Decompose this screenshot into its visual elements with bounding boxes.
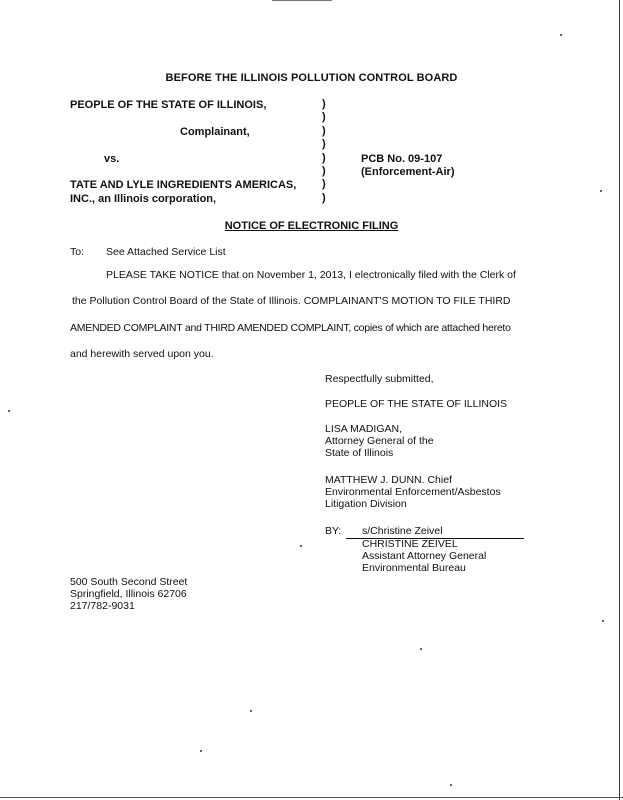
scan-speck <box>200 750 202 752</box>
scan-speck <box>450 784 452 786</box>
signer-line: Assistant Attorney General <box>362 550 487 562</box>
caption-paren: ) <box>322 125 326 137</box>
body-line: AMENDED COMPLAINT and THIRD AMENDED COMPLAINT, copies of which are attached hereto <box>70 322 511 334</box>
signature: s/Christine Zeivel <box>362 525 443 537</box>
address-line: Springfield, Illinois 62706 <box>70 588 187 600</box>
document-title: BEFORE THE ILLINOIS POLLUTION CONTROL BOARD <box>165 72 458 84</box>
scan-speck <box>8 410 10 412</box>
caption-paren: ) <box>322 192 326 204</box>
notice-heading: NOTICE OF ELECTRONIC FILING <box>224 220 399 232</box>
versus-label: vs. <box>104 153 120 165</box>
division-line: MATTHEW J. DUNN. Chief <box>325 474 452 486</box>
defendant-name-line1: TATE AND LYLE INGREDIENTS AMERICAS, <box>70 179 297 191</box>
scan-speck <box>560 34 562 36</box>
division-line: Litigation Division <box>325 498 407 510</box>
plaintiff-role: Complainant, <box>180 126 250 138</box>
caption-paren: ) <box>322 111 326 123</box>
signatory-org: PEOPLE OF THE STATE OF ILLINOIS <box>325 398 508 410</box>
scan-artifact <box>272 0 332 1</box>
defendant-name-line2: INC., an Illinois corporation, <box>70 193 217 205</box>
ag-line: Attorney General of the <box>325 435 434 447</box>
case-type: (Enforcement-Air) <box>361 166 455 178</box>
scan-speck <box>300 545 302 547</box>
address-line: 217/782-9031 <box>70 600 135 612</box>
ag-line: LISA MADIGAN, <box>325 423 403 435</box>
division-line: Environmental Enforcement/Asbestos <box>325 486 501 498</box>
body-line: the Pollution Control Board of the State of Illinois. COMPLAINANT'S MOTION TO FILE THIRD <box>72 295 511 307</box>
address-line: 500 South Second Street <box>70 576 188 588</box>
to-label: To: <box>70 246 85 258</box>
plaintiff-name: PEOPLE OF THE STATE OF ILLINOIS, <box>70 99 267 111</box>
caption-paren: ) <box>322 178 326 190</box>
caption-paren: ) <box>322 165 326 177</box>
ag-line: State of Illinois <box>325 447 394 459</box>
signer-line: CHRISTINE ZEIVEL <box>362 538 458 550</box>
scan-speck <box>600 190 602 192</box>
signer-line: Environmental Bureau <box>362 562 466 574</box>
scan-speck <box>602 620 604 622</box>
case-number: PCB No. 09-107 <box>361 153 443 165</box>
body-line: PLEASE TAKE NOTICE that on November 1, 2013, I electronically filed with the Clerk of <box>106 269 516 281</box>
by-label: BY: <box>325 525 342 537</box>
caption-paren: ) <box>322 98 326 110</box>
caption-paren: ) <box>322 152 326 164</box>
page-edge-bottom <box>0 797 623 798</box>
scan-speck <box>250 710 252 712</box>
body-line: and herewith served upon you. <box>70 348 214 360</box>
caption-paren: ) <box>322 138 326 150</box>
closing: Respectfully submitted, <box>325 373 434 385</box>
page-edge-right <box>619 0 620 800</box>
to-value: See Attached Service List <box>106 246 226 258</box>
scan-speck <box>420 648 422 650</box>
